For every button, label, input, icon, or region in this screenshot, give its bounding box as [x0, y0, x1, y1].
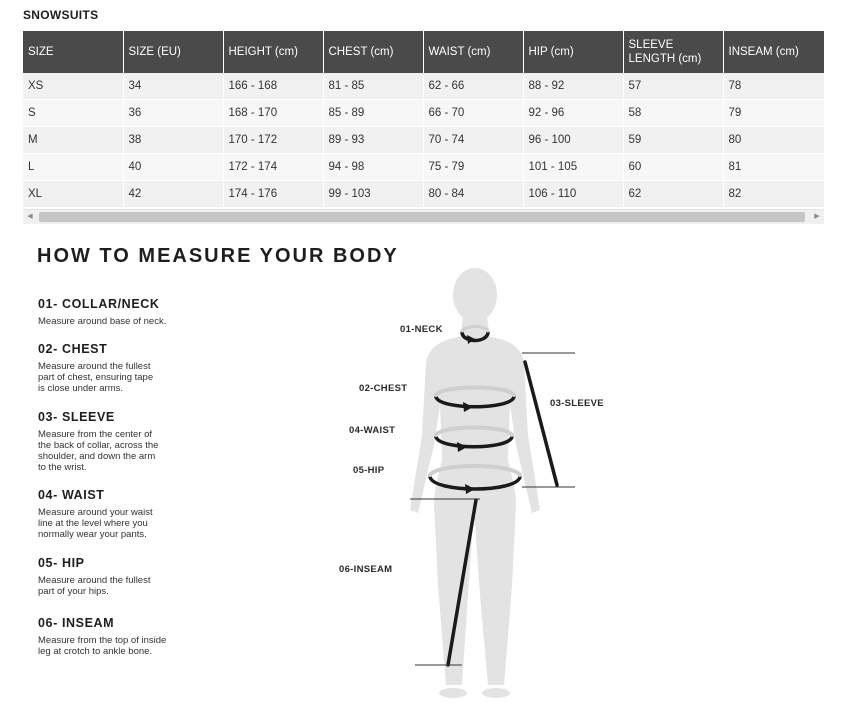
header-waist: WAIST (cm): [423, 31, 523, 73]
label-waist: 04-WAIST: [349, 425, 396, 436]
table-cell: S: [23, 100, 123, 127]
body-measurement-figure: [330, 265, 630, 720]
table-cell: 94 - 98: [323, 154, 423, 181]
table-cell: 88 - 92: [523, 73, 623, 100]
step-description: Measure around the fullest part of chest, ensuring tape is close under arms.: [38, 361, 154, 394]
table-cell: 89 - 93: [323, 127, 423, 154]
table-cell: 101 - 105: [523, 154, 623, 181]
table-cell: M: [23, 127, 123, 154]
table-cell: 42: [123, 181, 223, 208]
step-title: 01- COLLAR/NECK: [38, 297, 160, 311]
table-row: [23, 181, 824, 208]
step-collar-neck: [38, 297, 258, 327]
table-cell: 85 - 89: [323, 100, 423, 127]
header-inseam: INSEAM (cm): [723, 31, 824, 73]
table-cell: 62 - 66: [423, 73, 523, 100]
table-cell: XL: [23, 181, 123, 208]
table-cell: XS: [23, 73, 123, 100]
label-hip: 05-HIP: [353, 465, 385, 476]
step-sleeve: [38, 410, 258, 473]
step-description: Measure around your waist line at the level where you normally wear your pants.: [38, 507, 153, 540]
table-cell: 168 - 170: [223, 100, 323, 127]
header-size: SIZE: [23, 31, 123, 73]
scroll-left-arrow-icon[interactable]: ◀: [27, 213, 33, 220]
table-cell: 58: [623, 100, 723, 127]
step-chest: [38, 342, 258, 394]
label-neck: 01-NECK: [400, 324, 443, 335]
label-chest: 02-CHEST: [359, 383, 408, 394]
table-cell: 66 - 70: [423, 100, 523, 127]
table-cell: 59: [623, 127, 723, 154]
table-cell: 60: [623, 154, 723, 181]
step-description: Measure around base of neck.: [38, 316, 167, 327]
table-cell: 172 - 174: [223, 154, 323, 181]
table-cell: 80: [723, 127, 824, 154]
step-description: Measure from the top of inside leg at crotch to ankle bone.: [38, 635, 167, 657]
table-cell: 82: [723, 181, 824, 208]
body-silhouette-illustration: [330, 265, 630, 720]
scrollbar-thumb[interactable]: [39, 212, 805, 222]
table-cell: 174 - 176: [223, 181, 323, 208]
header-chest: CHEST (cm): [323, 31, 423, 73]
header-sleeve-length: SLEEVE LENGTH (cm): [623, 31, 723, 73]
table-cell: 75 - 79: [423, 154, 523, 181]
table-cell: 38: [123, 127, 223, 154]
step-hip: [38, 556, 258, 597]
table-cell: 81 - 85: [323, 73, 423, 100]
table-row: [23, 100, 824, 127]
step-title: 03- SLEEVE: [38, 410, 115, 424]
size-table-container: [23, 31, 824, 224]
scroll-right-arrow-icon[interactable]: ▶: [814, 213, 820, 220]
table-cell: 70 - 74: [423, 127, 523, 154]
table-row: [23, 154, 824, 181]
table-header-row: [23, 31, 824, 73]
header-hip: HIP (cm): [523, 31, 623, 73]
step-title: 06- INSEAM: [38, 616, 115, 630]
header-height: HEIGHT (cm): [223, 31, 323, 73]
table-cell: 106 - 110: [523, 181, 623, 208]
table-cell: 34: [123, 73, 223, 100]
step-title: 02- CHEST: [38, 342, 108, 356]
table-cell: 79: [723, 100, 824, 127]
table-cell: 92 - 96: [523, 100, 623, 127]
table-cell: 62: [623, 181, 723, 208]
step-waist: [38, 488, 258, 540]
table-cell: L: [23, 154, 123, 181]
table-cell: 99 - 103: [323, 181, 423, 208]
horizontal-scrollbar[interactable]: [23, 209, 824, 224]
table-cell: 81: [723, 154, 824, 181]
step-description: Measure from the center of the back of collar, across the shoulder, and down the arm to the wrist.: [38, 429, 159, 473]
table-cell: 78: [723, 73, 824, 100]
table-cell: 57: [623, 73, 723, 100]
step-inseam: [38, 616, 258, 657]
step-title: 05- HIP: [38, 556, 85, 570]
table-row: [23, 73, 824, 100]
table-cell: 80 - 84: [423, 181, 523, 208]
label-sleeve: 03-SLEEVE: [550, 398, 604, 409]
table-cell: 96 - 100: [523, 127, 623, 154]
table-cell: 166 - 168: [223, 73, 323, 100]
table-cell: 40: [123, 154, 223, 181]
section-title: SNOWSUITS: [23, 8, 99, 22]
step-description: Measure around the fullest part of your hips.: [38, 575, 151, 597]
table-cell: 170 - 172: [223, 127, 323, 154]
table-row: [23, 127, 824, 154]
step-title: 04- WAIST: [38, 488, 105, 502]
size-table: [23, 31, 824, 208]
table-cell: 36: [123, 100, 223, 127]
measure-title: HOW TO MEASURE YOUR BODY: [37, 245, 399, 267]
header-size-eu: SIZE (EU): [123, 31, 223, 73]
label-inseam: 06-INSEAM: [339, 564, 393, 575]
